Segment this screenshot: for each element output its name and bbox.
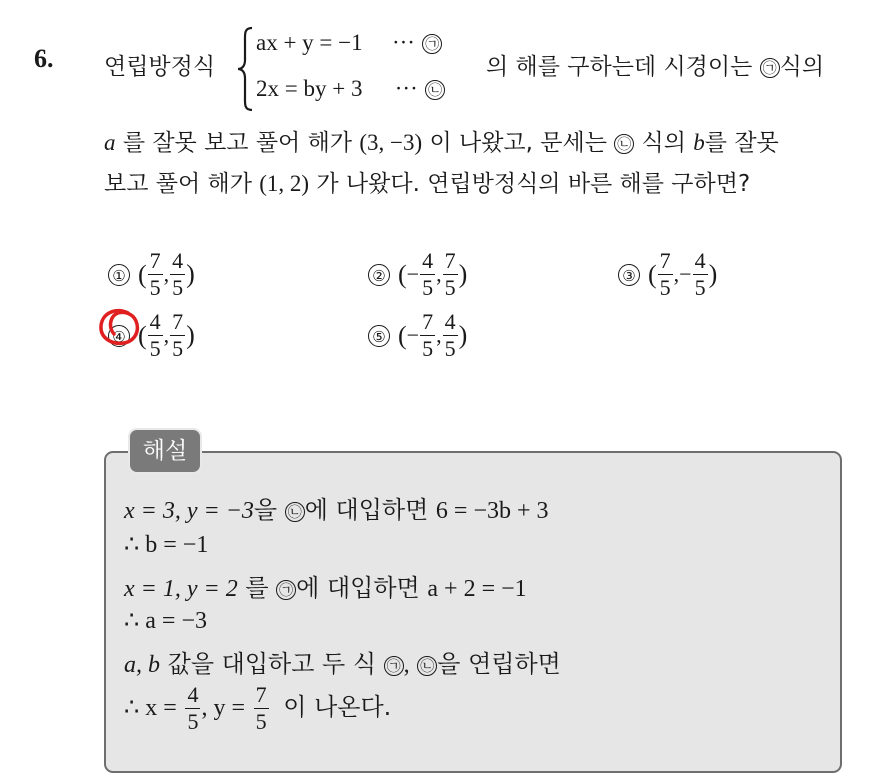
problem-line2: a 를 잘못 보고 풀어 해가 (3, −3) 이 나왔고, 문세는 ㉡ 식의 b를 잘못 bbox=[104, 130, 779, 156]
problem-number: 6. bbox=[34, 44, 54, 73]
choice-2[interactable]: ② (− $\frac{4}{5}$ , $\frac{7}{5}$ ) bbox=[368, 250, 467, 299]
solution-line-6: ∴ x = $\frac{4}{5}$ , y = $\frac{7}{5}$ 이 나온다. bbox=[124, 682, 392, 734]
marker-giyeok-icon: ㉠ bbox=[422, 34, 442, 54]
choice-x-fraction: $\frac{4}{5}$ bbox=[422, 248, 434, 300]
choice-label: ① bbox=[108, 264, 130, 286]
solution-line-2: ∴ b = −1 bbox=[124, 532, 209, 558]
choice-y-fraction: $\frac{4}{5}$ bbox=[444, 309, 456, 361]
marker-giyeok-icon: ㉠ bbox=[760, 58, 780, 78]
problem-line1-rest: 의 해를 구하는데 시경이는 ㉠ 식의 bbox=[486, 54, 825, 80]
choice-x-fraction: $\frac{7}{5}$ bbox=[422, 309, 434, 361]
answer-circle-mark bbox=[98, 307, 144, 349]
equation-2: 2x = by + 3 ··· ㉡ bbox=[256, 76, 445, 102]
system-brace bbox=[236, 26, 256, 112]
choice-label: ④ bbox=[108, 325, 130, 347]
choice-label: ② bbox=[368, 264, 390, 286]
choice-x-fraction: $\frac{7}{5}$ bbox=[149, 248, 161, 300]
choice-3[interactable]: ③ ( $\frac{7}{5}$ ,− $\frac{4}{5}$ ) bbox=[618, 250, 717, 299]
equation-1-text: ax + y = −1 bbox=[256, 30, 363, 55]
marker-nieun-icon: ㉡ bbox=[614, 134, 634, 154]
choice-y-fraction: $\frac{7}{5}$ bbox=[444, 248, 456, 300]
marker-nieun-icon: ㉡ bbox=[417, 656, 437, 676]
choice-y-fraction: $\frac{4}{5}$ bbox=[172, 248, 184, 300]
solution-line-1: x = 3, y = −3을 ㉡ 에 대입하면 6 = −3b + 3 bbox=[124, 496, 549, 524]
marker-giyeok-icon: ㉠ bbox=[384, 656, 404, 676]
choice-4[interactable]: ④ ( $\frac{4}{5}$ , $\frac{7}{5}$ ) bbox=[108, 311, 195, 360]
fraction-x: $\frac{4}{5}$ bbox=[187, 682, 199, 734]
problem-line3: 보고 풀어 해가 (1, 2) 가 나왔다. 연립방정식의 바른 해를 구하면? bbox=[104, 171, 751, 197]
solution-line-5: a, b 값을 대입하고 두 식 ㉠ , ㉡ 을 연립하면 bbox=[124, 650, 561, 678]
marker-nieun-icon: ㉡ bbox=[425, 80, 445, 100]
choice-x-fraction: $\frac{4}{5}$ bbox=[149, 309, 161, 361]
marker-giyeok-icon: ㉠ bbox=[276, 580, 296, 600]
choice-label: ⑤ bbox=[368, 325, 390, 347]
fraction-y: $\frac{7}{5}$ bbox=[255, 682, 267, 734]
choice-1[interactable]: ① ( $\frac{7}{5}$ , $\frac{4}{5}$ ) bbox=[108, 250, 195, 299]
choice-x-fraction: $\frac{7}{5}$ bbox=[659, 248, 671, 300]
choice-y-fraction: $\frac{7}{5}$ bbox=[172, 309, 184, 361]
marker-nieun-icon: ㉡ bbox=[285, 502, 305, 522]
solution-line-3: x = 1, y = 2 를 ㉠ 에 대입하면 a + 2 = −1 bbox=[124, 574, 527, 602]
choice-label: ③ bbox=[618, 264, 640, 286]
problem-intro: 연립방정식 bbox=[104, 54, 216, 80]
solution-tag: 해설 bbox=[128, 428, 202, 474]
equation-1: ax + y = −1 ··· ㉠ bbox=[256, 30, 442, 56]
solution-line-4: ∴ a = −3 bbox=[124, 608, 207, 634]
choice-5[interactable]: ⑤ (− $\frac{7}{5}$ , $\frac{4}{5}$ ) bbox=[368, 311, 467, 360]
equation-2-text: 2x = by + 3 bbox=[256, 76, 363, 101]
choice-y-fraction: $\frac{4}{5}$ bbox=[694, 248, 706, 300]
